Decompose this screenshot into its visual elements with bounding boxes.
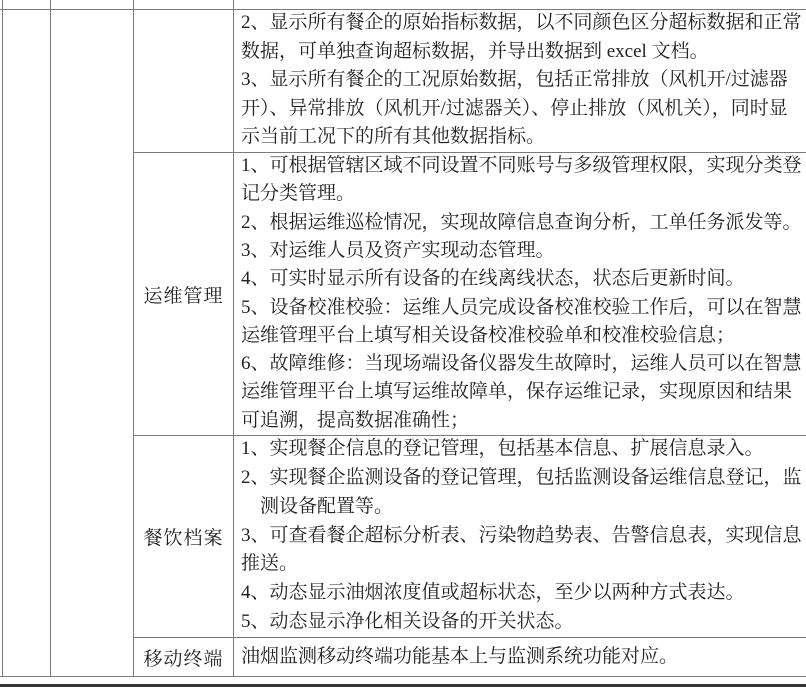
text-line: 3、对运维人员及资产实现动态管理。 [241,239,555,261]
text-line: 2、实现餐企监测设备的登记管理，包括监测设备运维信息登记，监 [241,466,802,488]
text-line: 运维管理平台上填写运维故障单，保存运维记录，实现原因和结果 [241,381,793,403]
text-line: 运维管理平台上填写相关设备校准校验单和校准校验信息； [241,324,736,346]
table-border-left [2,0,3,676]
text-line: 油烟监测移动终端功能基本上与监测系统功能对应。 [241,645,679,667]
text-line: 3、可查看餐企超标分析表、污染物趋势表、告警信息表，实现信息 [241,524,802,546]
text-line: 推送。 [241,553,299,575]
text-line: 记分类管理。 [241,183,356,205]
text-line: 4、动态显示油烟浓度值或超标状态，至少以两种方式表达。 [241,582,745,604]
text-line: 3、显示所有餐企的工况原始数据，包括正常排放（风机开/过滤器 [241,69,788,91]
table-border-bottom [0,676,806,677]
text-line: 2、根据运维巡检情况，实现故障信息查询分析，工单任务派发等。 [241,211,802,233]
spec-text-cell-monitoring-data [241,9,806,152]
page-break-thick-line [0,684,806,687]
text-line: 示当前工况下的所有其他数据指标。 [241,126,546,148]
category-cell-operations-management [134,153,233,435]
text-line: 2、显示所有餐企的原始指标数据，以不同颜色区分超标数据和正常 [241,12,802,34]
text-line: 开）、异常排放（风机开/过滤器关）、停止排放（风机关），同时显 [241,97,788,119]
text-line: 6、故障维修：当现场端设备仪器发生故障时，运维人员可以在智慧 [241,353,802,375]
text-line: 1、实现餐企信息的登记管理，包括基本信息、扩展信息录入。 [241,438,764,460]
spec-text-cell-operations-management [241,152,806,435]
text-line: 5、设备校准校验：运维人员完成设备校准校验工作后，可以在智慧 [241,296,802,318]
text-line: 可追溯，提高数据准确性； [241,409,470,431]
category-label: 移动终端 [143,648,224,670]
text-line: 4、可实时显示所有设备的在线离线状态，状态后更新时间。 [241,268,745,290]
category-cell-mobile-terminal [134,638,233,676]
text-line: 测设备配置等。 [241,495,394,517]
column-divider-3 [233,0,234,676]
spec-text-cell-catering-archive [241,435,806,637]
category-cell-catering-archive [134,436,233,637]
text-line: 5、动态显示净化相关设备的开关状态。 [241,611,574,633]
column-divider-1 [50,0,51,676]
text-line: 数据，可单独查询超标数据，并导出数据到 excel 文档。 [241,40,709,62]
text-line: 1、可根据管辖区域不同设置不同账号与多级管理权限，实现分类登 [241,155,802,177]
category-label: 运维管理 [143,285,224,307]
category-label: 餐饮档案 [143,528,224,549]
spec-text-cell-mobile-terminal [241,637,806,676]
